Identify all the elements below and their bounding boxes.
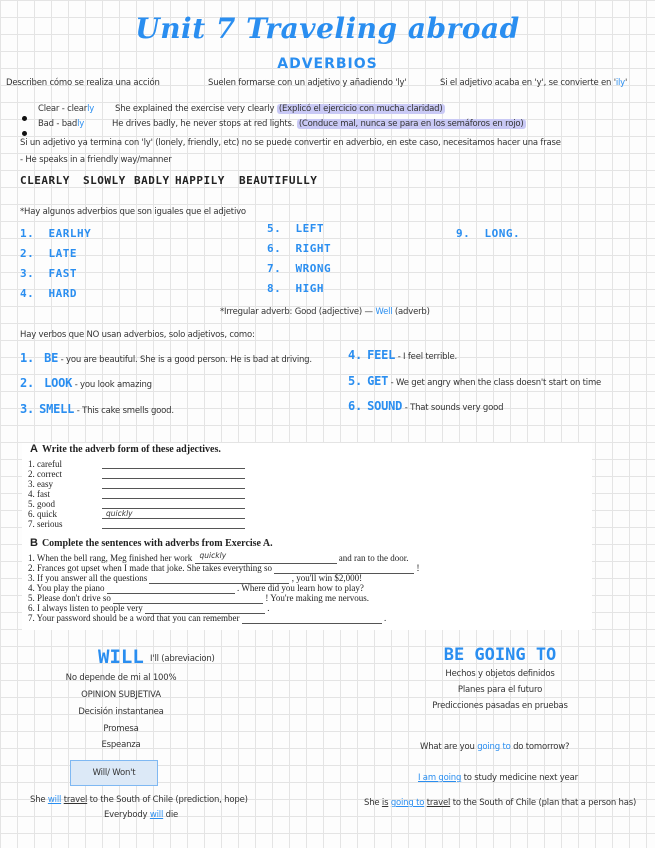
list-item-number: 7. xyxy=(267,262,282,275)
verb-number: 1. xyxy=(20,351,35,365)
will-line: OPINION SUBJETIVA xyxy=(81,690,161,700)
exercise-a-item-number: 6. xyxy=(28,509,35,519)
note-example: - He speaks in a friendly way/manner xyxy=(20,155,172,165)
will-example-2-will: will xyxy=(149,810,164,820)
intro-text-2: Suelen formarse con un adjetivo y añadiendo 'ly' xyxy=(208,78,407,88)
irregular-note-post: (adverb) xyxy=(392,307,430,317)
verb-example: - you look amazing xyxy=(72,380,152,390)
going-example-1 xyxy=(418,773,578,783)
exercise-a-letter: A xyxy=(30,443,38,455)
exercise-b-item-number: 1. xyxy=(28,553,35,563)
verbs-note: Hay verbos que NO usan adverbios, solo adjetivos, como: xyxy=(20,330,255,340)
verb-example: - We get angry when the class doesn't start on time xyxy=(388,378,602,388)
going-line: Predicciones pasadas en pruebas xyxy=(432,701,568,711)
will-example-1-will: will xyxy=(47,795,62,805)
exercise-a-item xyxy=(28,499,55,509)
going-example-2-is: is xyxy=(381,798,389,808)
going-example-1-post: to study medicine next year xyxy=(461,773,578,783)
intro-text-3-ily: ily xyxy=(615,78,626,88)
example-badly-sentence xyxy=(112,119,526,129)
verb-example: - I feel terrible. xyxy=(395,352,458,362)
list-item-word: FAST xyxy=(48,267,77,280)
going-example-2-pre: She xyxy=(364,798,382,808)
exercise-b-item-post: , you'll win $2,000! xyxy=(291,573,363,583)
verb-item xyxy=(20,376,152,390)
intro-text-3-pre: Si el adjetivo acaba en 'y', se convierte en ' xyxy=(440,78,616,88)
going-to-heading: BE GOING TO xyxy=(443,645,557,665)
example-badly-ly: ly xyxy=(77,119,85,129)
exercise-b-item xyxy=(28,613,386,624)
list-item-number: 4. xyxy=(20,287,35,300)
example-badly-translation: (Conduce mal, nunca se para en los semáforos en rojo) xyxy=(298,119,524,129)
exercise-image xyxy=(22,443,592,630)
list-item-word: HIGH xyxy=(295,282,324,295)
answer-field[interactable] xyxy=(102,498,245,499)
will-heading: WILL xyxy=(98,646,144,668)
exercise-a-item xyxy=(28,469,62,479)
intro-text-1: Describen cómo se realiza una acción xyxy=(6,78,160,88)
exercise-a-item-number: 3. xyxy=(28,479,35,489)
verb-number: 2. xyxy=(20,376,35,390)
example-clearly-sentence-text: She explained the exercise very clearly xyxy=(115,104,275,114)
exercise-a-title: Write the adverb form of these adjectives. xyxy=(41,444,221,455)
verb-item xyxy=(348,348,457,362)
exercise-b-item-pre: Please don't drive so xyxy=(37,593,111,603)
verb-word: FEEL xyxy=(367,348,396,362)
list-item-number: 9. xyxy=(456,227,471,240)
verb-word: SMELL xyxy=(39,402,75,416)
will-example-1-post: to the South of Chile (prediction, hope) xyxy=(87,795,248,805)
list-item-number: 6. xyxy=(267,242,282,255)
exercise-b-item-number: 2. xyxy=(28,563,35,573)
list-item xyxy=(267,242,331,255)
going-example-2-travel: travel xyxy=(426,798,451,808)
example-badly xyxy=(38,119,84,129)
exercise-b-item-number: 4. xyxy=(28,583,35,593)
going-example-1-going: I am going xyxy=(418,773,462,783)
verb-example: - That sounds very good xyxy=(402,403,504,413)
same-adverbs-note: *Hay algunos adverbios que son iguales que el adjetivo xyxy=(20,207,246,217)
answer-field[interactable] xyxy=(242,613,382,624)
verb-number: 6. xyxy=(348,399,363,413)
will-abbreviation: I'll (abreviacion) xyxy=(150,654,215,664)
going-example-2-post: to the South of Chile (plan that a person has) xyxy=(450,798,637,808)
exercise-b-item-post: ! You're making me nervous. xyxy=(265,593,369,603)
will-example-2 xyxy=(104,810,178,820)
answer-text: quickly xyxy=(199,551,227,560)
example-clearly-word: Clear - clear xyxy=(38,104,88,114)
going-example-2 xyxy=(364,798,636,808)
example-badly-sentence-text: He drives badly, he never stops at red lights. xyxy=(112,119,295,129)
adverb-word: HAPPILY xyxy=(175,174,225,187)
will-line: No depende de mi al 100% xyxy=(65,673,177,683)
list-item-word: LATE xyxy=(48,247,77,260)
verb-word: GET xyxy=(367,374,389,388)
exercise-a-item-number: 4. xyxy=(28,489,35,499)
list-item xyxy=(267,282,324,295)
example-clearly-sentence xyxy=(115,104,445,114)
example-clearly-translation: (Explicó el ejercicio con mucha claridad) xyxy=(278,104,443,114)
list-item-number: 2. xyxy=(20,247,35,260)
exercise-b-item-pre: You play the piano xyxy=(36,583,105,593)
list-item-number: 8. xyxy=(267,282,282,295)
list-item-word: HARD xyxy=(48,287,77,300)
going-line: Hechos y objetos definidos xyxy=(445,669,555,679)
intro-text-3-post: ' xyxy=(625,78,628,88)
will-line: Espeanza xyxy=(101,740,141,750)
exercise-a-item xyxy=(28,479,53,489)
list-item-word: LONG. xyxy=(484,227,521,240)
going-question-post: do tomorrow? xyxy=(510,742,570,752)
adverb-word: CLEARLY xyxy=(20,174,70,187)
list-item-word: EARLHY xyxy=(48,227,92,240)
exercise-a-item-word: quick xyxy=(37,509,57,519)
exercise-b-item-number: 5. xyxy=(28,593,35,603)
exercise-b-item-post: and ran to the door. xyxy=(338,553,409,563)
exercise-b-item-pre: Frances got upset when I made that joke. She takes everything so xyxy=(37,563,272,573)
note-ly: Si un adjetivo ya termina con 'ly' (lonely, friendly, etc) no se puede convertir en adverbio, en este caso, necesitamos hacer una frase xyxy=(20,138,561,148)
adverb-word: SLOWLY xyxy=(83,174,126,187)
list-item xyxy=(20,227,91,240)
irregular-note-well: Well xyxy=(375,307,393,317)
verb-item xyxy=(348,399,503,413)
list-item xyxy=(267,262,331,275)
exercise-b-item-number: 6. xyxy=(28,603,35,613)
going-example-2-going: going to xyxy=(390,798,425,808)
exercise-a-item-number: 5. xyxy=(28,499,35,509)
exercise-a-item-number: 1. xyxy=(28,459,35,469)
will-example-1-travel: travel xyxy=(63,795,88,805)
going-line: Planes para el futuro xyxy=(457,685,543,695)
exercise-b-item-pre: I always listen to people very xyxy=(37,603,143,613)
exercise-a-item xyxy=(28,459,62,469)
exercise-a-heading xyxy=(30,443,221,455)
list-item-word: RIGHT xyxy=(295,242,332,255)
list-item xyxy=(267,222,324,235)
exercise-b-item-post: . Where did you learn how to play? xyxy=(237,583,364,593)
section-heading-adverbios: ADVERBIOS xyxy=(277,56,378,72)
verb-word: LOOK xyxy=(44,376,73,390)
verb-example: - you are beautiful. She is a good person. He is bad at driving. xyxy=(58,355,312,365)
irregular-note-pre: *Irregular adverb: Good (adjective) — xyxy=(220,307,376,317)
list-item xyxy=(20,267,77,280)
intro-text-3 xyxy=(440,78,627,88)
verb-word: SOUND xyxy=(367,399,403,413)
list-item xyxy=(456,227,520,240)
exercise-b-item-post: . xyxy=(383,613,387,623)
example-clearly-ly: ly xyxy=(87,104,95,114)
verb-number: 5. xyxy=(348,374,363,388)
verb-number: 3. xyxy=(20,402,35,416)
exercise-b-item-pre: When the bell rang, Meg finished her work xyxy=(36,553,193,563)
answer-field[interactable] xyxy=(102,518,245,519)
exercise-a-item-word: good xyxy=(37,499,55,509)
exercise-a-item-word: serious xyxy=(37,519,63,529)
exercise-b-item-pre: If you answer all the questions xyxy=(37,573,148,583)
will-wont-box xyxy=(70,760,158,786)
exercise-a-item xyxy=(28,509,57,519)
answer-field[interactable] xyxy=(102,528,245,529)
will-example-2-pre: Everybody xyxy=(104,810,150,820)
will-example-1-pre: She xyxy=(30,795,48,805)
list-item-word: LEFT xyxy=(295,222,324,235)
going-question xyxy=(420,742,569,752)
adverb-word: BEAUTIFULLY xyxy=(239,174,318,187)
exercise-b-item-number: 7. xyxy=(28,613,35,623)
answer-text: quickly xyxy=(106,509,133,518)
will-wont-label: Will/ Won't xyxy=(92,768,136,778)
will-line: Promesa xyxy=(103,724,139,734)
answer-field[interactable] xyxy=(102,488,245,489)
list-item-word: WRONG xyxy=(295,262,332,275)
list-item-number: 5. xyxy=(267,222,282,235)
list-item-number: 1. xyxy=(20,227,35,240)
verb-item xyxy=(348,374,601,388)
exercise-a-item-word: fast xyxy=(37,489,50,499)
example-badly-word: Bad - bad xyxy=(38,119,78,129)
exercise-a-item-word: correct xyxy=(37,469,62,479)
verb-example: - This cake smells good. xyxy=(74,406,174,416)
exercise-a-item-number: 7. xyxy=(28,519,35,529)
exercise-b-title: Complete the sentences with adverbs from Exercise A. xyxy=(41,538,273,549)
exercise-b-item-post: . xyxy=(267,603,270,613)
exercise-b-item-post: ! xyxy=(416,563,420,573)
exercise-b-item-number: 3. xyxy=(28,573,35,583)
list-item xyxy=(20,287,77,300)
example-clearly xyxy=(38,104,94,114)
exercise-b-heading xyxy=(30,537,273,549)
exercise-a-item-word: careful xyxy=(37,459,62,469)
page-title: Unit 7 Traveling abroad xyxy=(135,12,520,45)
exercise-a-item-number: 2. xyxy=(28,469,35,479)
list-item-number: 3. xyxy=(20,267,35,280)
going-question-going: going to xyxy=(477,742,511,752)
adverb-word: BADLY xyxy=(134,174,170,187)
exercise-a-item xyxy=(28,489,50,499)
exercise-a-item-word: easy xyxy=(37,479,53,489)
going-question-pre: What are you xyxy=(420,742,478,752)
answer-field[interactable] xyxy=(102,468,245,469)
will-example-2-post: die xyxy=(163,810,179,820)
answer-field[interactable] xyxy=(102,478,245,479)
irregular-note xyxy=(220,307,430,317)
list-item xyxy=(20,247,77,260)
verb-item xyxy=(20,402,174,416)
exercise-b-item-pre: Your password should be a word that you can remember xyxy=(36,613,240,623)
will-line: Decisión instantanea xyxy=(78,707,164,717)
exercise-a-item xyxy=(28,519,63,529)
verb-number: 4. xyxy=(348,348,363,362)
verb-word: BE xyxy=(44,351,59,365)
exercise-b-letter: B xyxy=(30,537,38,549)
verb-item xyxy=(20,351,312,365)
will-example-1 xyxy=(30,795,248,805)
